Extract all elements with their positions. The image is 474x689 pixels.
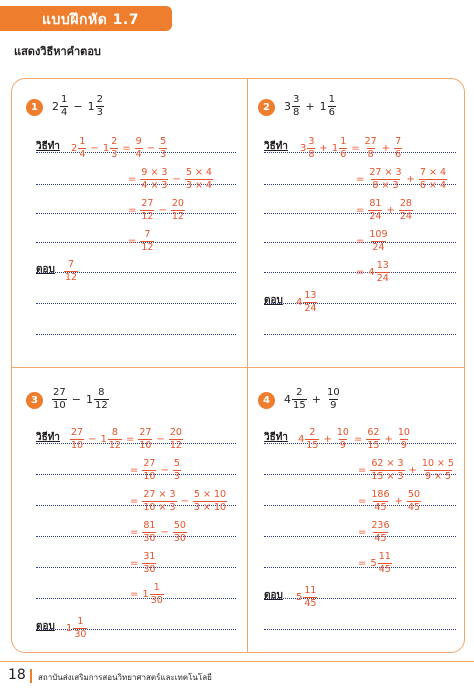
work-step: = $\frac{7}{12}$ [128,229,154,253]
final-answer-3: 1 $\frac{1}{30}$ [66,616,87,640]
problem-panel-1 [11,78,248,368]
answer-label-4: ตอบ [264,590,283,601]
publisher-name: สถาบันส่งเสริมการสอนวิทยาศาสตร์และเทคโนโลยี [38,673,212,682]
answer-line [264,629,456,630]
problem-panel-2 [247,78,465,368]
exercise-title: แบบฝึกหัด 1.7 [42,12,139,28]
problem-number-2: 2 [258,99,275,116]
work-step: = $\frac{236}{45}$ [358,520,390,544]
work-step: = $\frac{109}{24}$ [356,229,388,253]
work-step: $\frac{27}{10}$ − 1 $\frac{8}{12}$ = $\frac{27}{10}$ − $\frac{20}{12}$ [71,427,182,451]
work-step: 3 $\frac{3}{8}$ + 1 $\frac{1}{6}$ = $\frac{27}{8}$ + $\frac{7}{6}$ [300,136,402,160]
problem-1-expression: 2 $\frac{1}{4}$ − 1 $\frac{2}{3}$ [52,94,103,118]
page-number: 18 [8,667,26,683]
final-answer-1: $\frac{7}{12}$ [65,259,78,283]
answer-line [264,334,456,335]
problem-panel-4 [247,367,465,653]
problem-4-expression: 4 $\frac{2}{15}$ + $\frac{10}{9}$ [284,387,340,411]
method-label-1: วิธีทำ [36,141,60,152]
work-step: = 1 $\frac{1}{30}$ [130,582,163,606]
work-step: 4 $\frac{2}{15}$ + $\frac{10}{9}$ = $\frac{62}{15}$ + $\frac{10}{9}$ [298,427,410,451]
problem-2-expression: 3 $\frac{3}{8}$ + 1 $\frac{1}{6}$ [284,94,335,118]
footer-divider [0,661,474,662]
work-step: = $\frac{27 \times 3}{8 \times 3}$ + $\frac{7 \times 4}{6 \times 4}$ [356,167,447,191]
answer-label-2: ตอบ [264,295,283,306]
work-step: 2 $\frac{1}{4}$ − 1 $\frac{2}{3}$ = $\frac{9}{4}$ − $\frac{5}{3}$ [71,136,167,160]
instruction-text: แสดงวิธีหาคำตอบ [14,45,101,58]
problem-3-expression: $\frac{27}{10}$ − 1 $\frac{8}{12}$ [53,387,108,411]
footer-accent-bar [30,669,32,683]
work-step: = $\frac{81}{30}$ − $\frac{50}{30}$ [130,520,186,544]
answer-line [36,334,236,335]
final-answer-2: 4 $\frac{13}{24}$ [296,290,317,314]
problem-number-4: 4 [258,392,275,409]
work-step: = $\frac{31}{30}$ [130,551,156,575]
work-step: = $\frac{27 \times 3}{10 \times 3}$ − $\frac{5 \times 10}{3 \times 10}$ [130,489,227,513]
answer-line [36,303,236,304]
method-label-3: วิธีทำ [36,432,60,443]
answer-line [264,303,456,304]
work-step: = $\frac{62 \times 3}{15 \times 3}$ + $\frac{10 \times 5}{9 \times 5}$ [358,458,455,482]
work-step: = $\frac{27}{12}$ − $\frac{20}{12}$ [128,198,184,222]
answer-label-1: ตอบ [36,264,55,275]
work-step: = $\frac{186}{45}$ + $\frac{50}{45}$ [358,489,421,513]
problem-number-1: 1 [26,99,43,116]
method-label-2: วิธีทำ [264,141,288,152]
answer-line [264,598,456,599]
final-answer-4: 5 $\frac{11}{45}$ [296,585,317,609]
work-step: = 5 $\frac{11}{45}$ [358,551,391,575]
work-step: = 4 $\frac{13}{24}$ [356,260,389,284]
problem-number-3: 3 [26,392,43,409]
work-step: = $\frac{9 \times 3}{4 \times 3}$ − $\frac{5 \times 4}{3 \times 4}$ [128,167,212,191]
method-label-4: วิธีทำ [264,432,288,443]
answer-label-3: ตอบ [36,621,55,632]
work-step: = $\frac{81}{24}$ + $\frac{28}{24}$ [356,198,412,222]
work-step: = $\frac{27}{10}$ − $\frac{5}{3}$ [130,458,180,482]
